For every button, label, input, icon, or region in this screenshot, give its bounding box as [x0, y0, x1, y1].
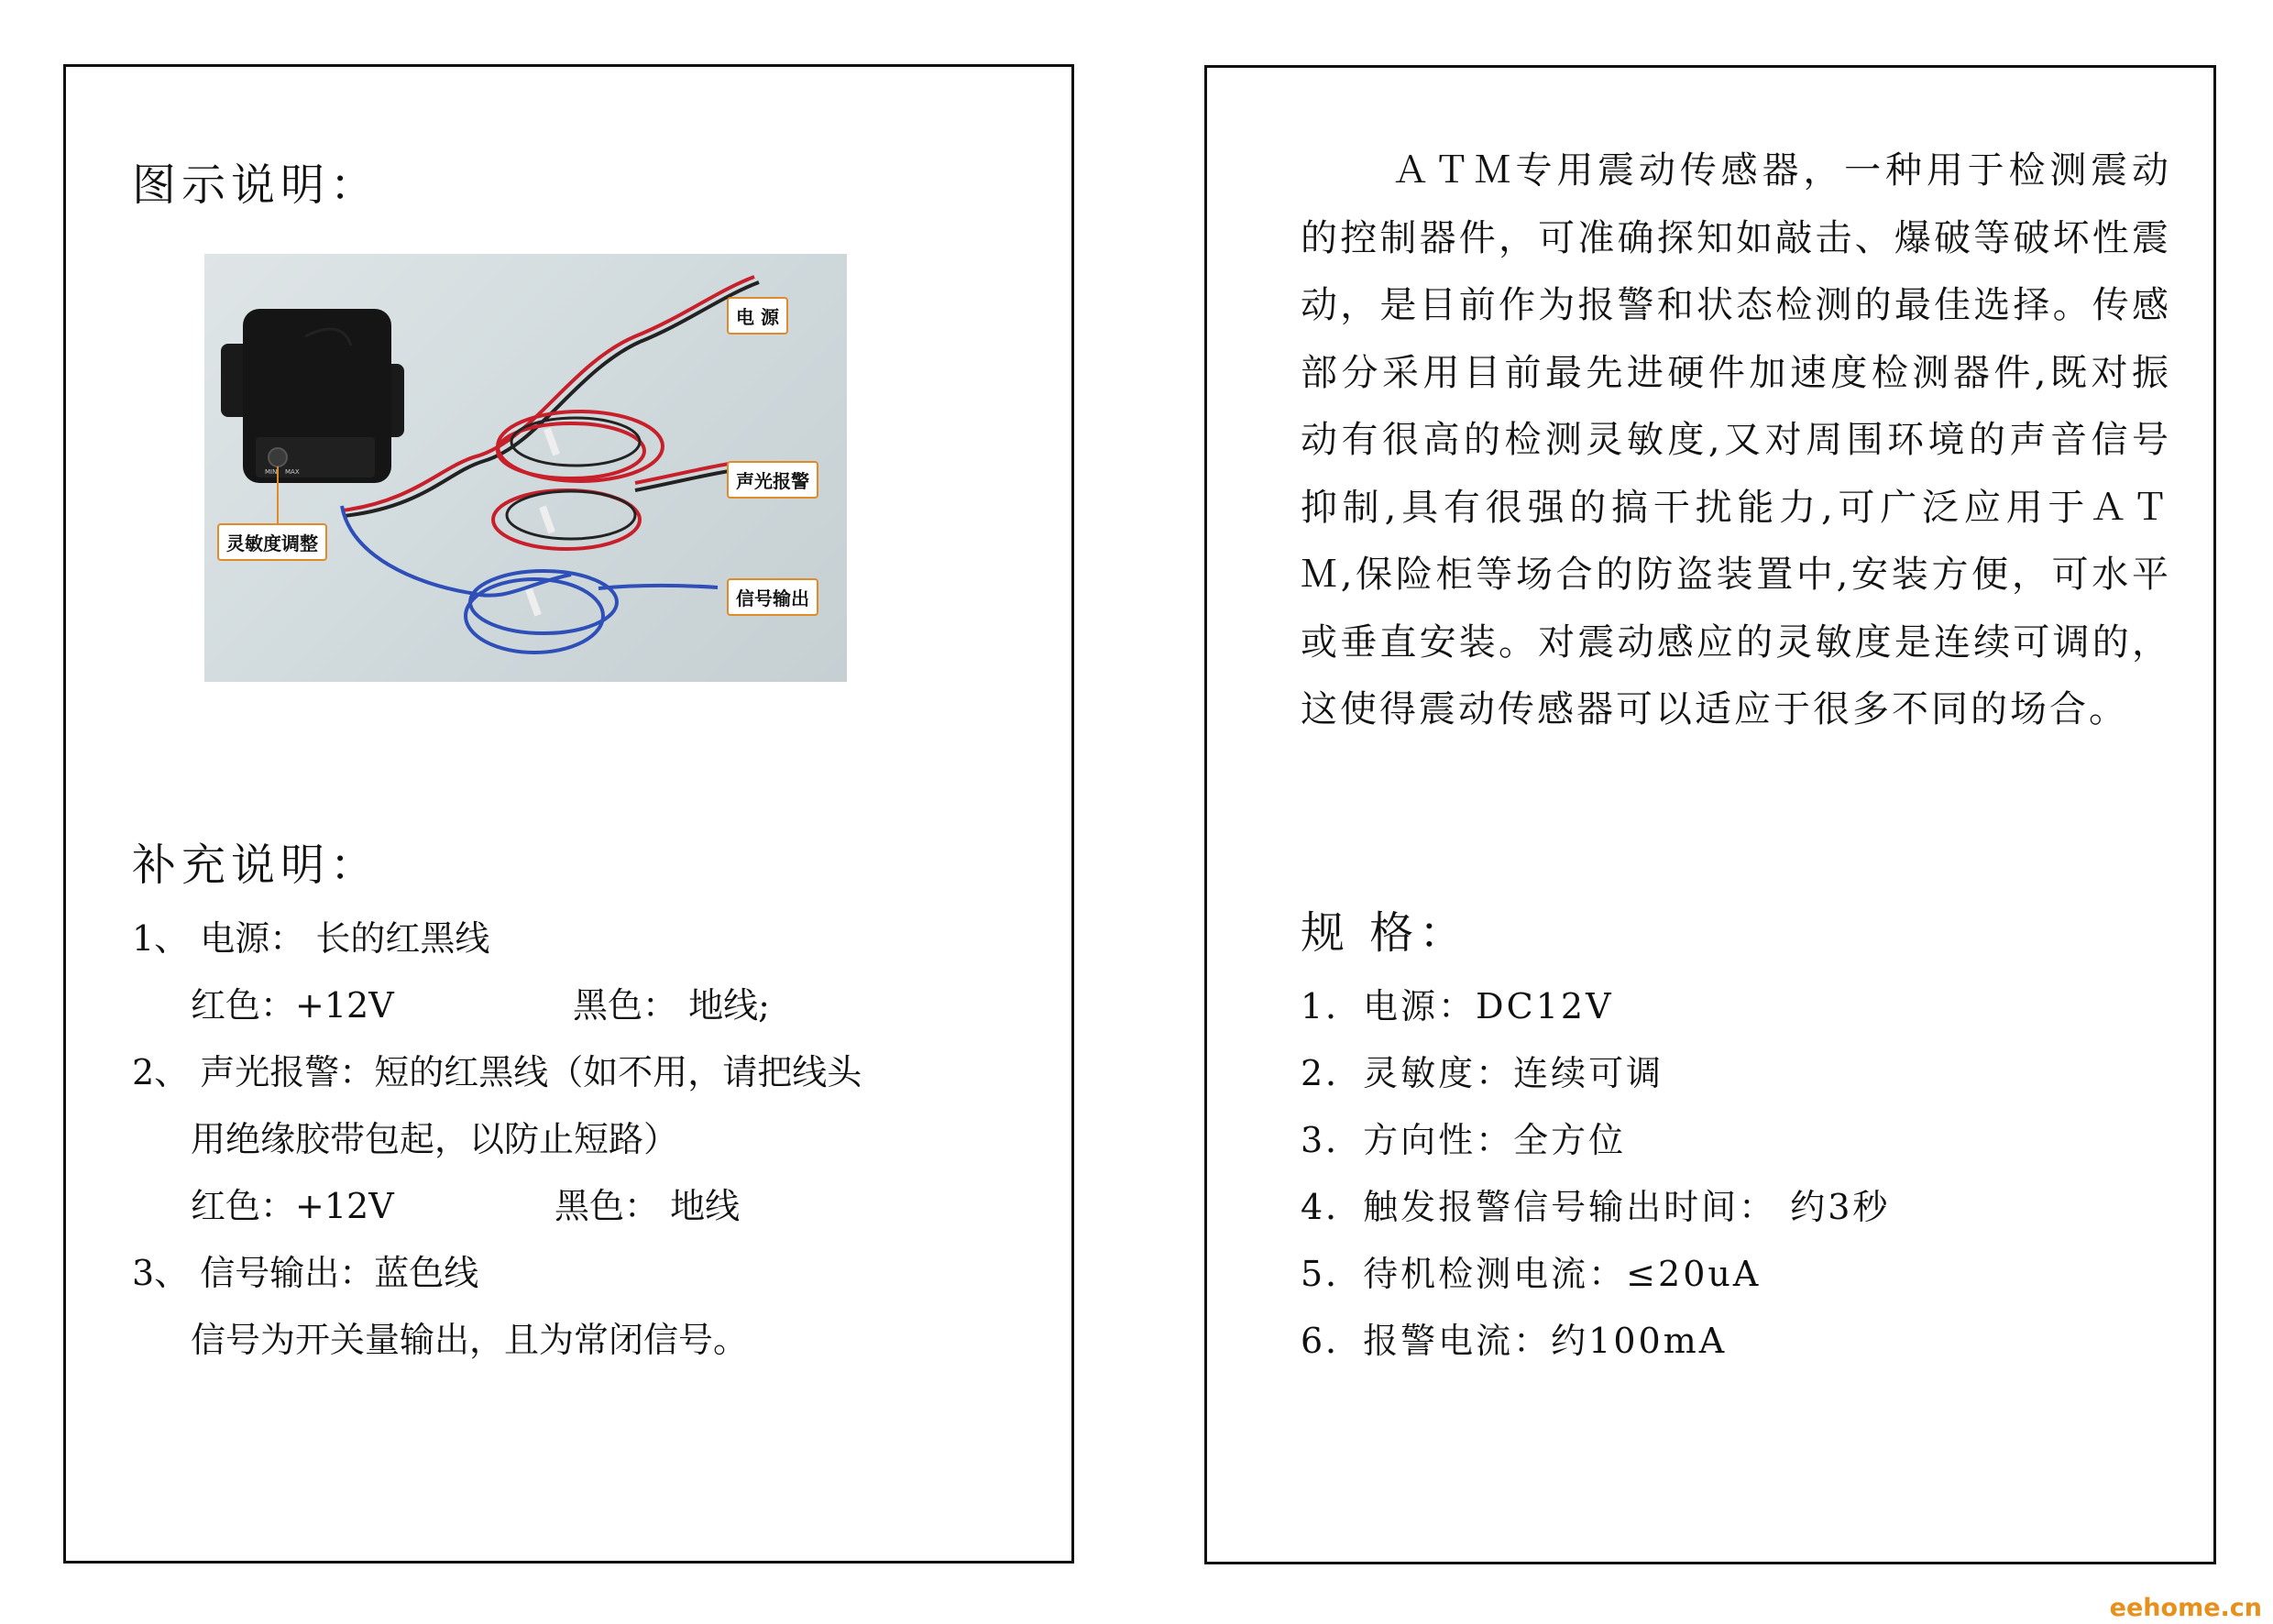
supplement-title: 补充说明：: [132, 839, 380, 891]
spec-item-6: 6．报警电流：约100mA: [1301, 1321, 1728, 1361]
spec-title: 规 格：: [1301, 907, 1469, 959]
spec-item-3: 3．方向性：全方位: [1301, 1120, 1627, 1160]
site-watermark: eehome.cn: [2109, 1594, 2262, 1622]
intro-paragraph: ＡＴＭ专用震动传感器，一种用于检测震动的控制器件，可准确探知如敲击、爆破等破坏性震动，是目前作为报警和状态检测的最佳选择。传感部分采用目前最先进硬件加速度检测器件,既对振动有很高的检测灵敏度,又对周围环境的声音信号抑制,具有很强的搞干扰能力,可广泛应用于ＡＴＭ,保险柜等场合的防盗装置中,安装方便，可水平或垂直安装。对震动感应的灵敏度是连续可调的，这使得震动传感器可以适应于很多不同的场合。: [1301, 149, 2171, 730]
callout-signal: 信号输出: [727, 578, 818, 616]
supplement-line-5a: 红色：+12V: [191, 1186, 394, 1226]
spec-item-5: 5．待机检测电流：≤20uA: [1301, 1254, 1762, 1294]
supplement-line-6: 3、 信号输出：蓝色线: [132, 1253, 479, 1293]
right-panel: [1204, 65, 2216, 1564]
spec-item-1: 1．电源：DC12V: [1301, 986, 1614, 1026]
supplement-line-4: 用绝缘胶带包起，以防止短路）: [191, 1119, 679, 1159]
supplement-line-1: 1、 电源： 长的红黑线: [132, 918, 490, 959]
callout-power: 电 源: [727, 297, 788, 335]
supplement-line-2b: 黑色： 地线;: [573, 985, 770, 1026]
illustration-title: 图示说明：: [132, 159, 380, 211]
supplement-line-7: 信号为开关量输出，且为常闭信号。: [191, 1320, 749, 1360]
supplement-line-2a: 红色：+12V: [191, 985, 394, 1026]
product-photo: [204, 254, 847, 682]
callout-sensitivity: 灵敏度调整: [217, 523, 327, 561]
supplement-line-3: 2、 声光报警：短的红黑线（如不用，请把线头: [132, 1052, 862, 1092]
knob-min-label: MIN: [265, 468, 278, 476]
signal-wire-blue: [342, 506, 571, 596]
power-wire-black: [344, 282, 759, 516]
callout-alarm: 声光报警: [727, 461, 818, 499]
spec-item-4: 4．触发报警信号输出时间： 约3秒: [1301, 1187, 1891, 1227]
supplement-line-5b: 黑色： 地线: [555, 1186, 741, 1226]
left-panel: [63, 64, 1074, 1564]
spec-item-2: 2．灵敏度：连续可调: [1301, 1053, 1664, 1093]
knob-max-label: MAX: [285, 468, 300, 476]
sensitivity-knob: [269, 448, 287, 466]
